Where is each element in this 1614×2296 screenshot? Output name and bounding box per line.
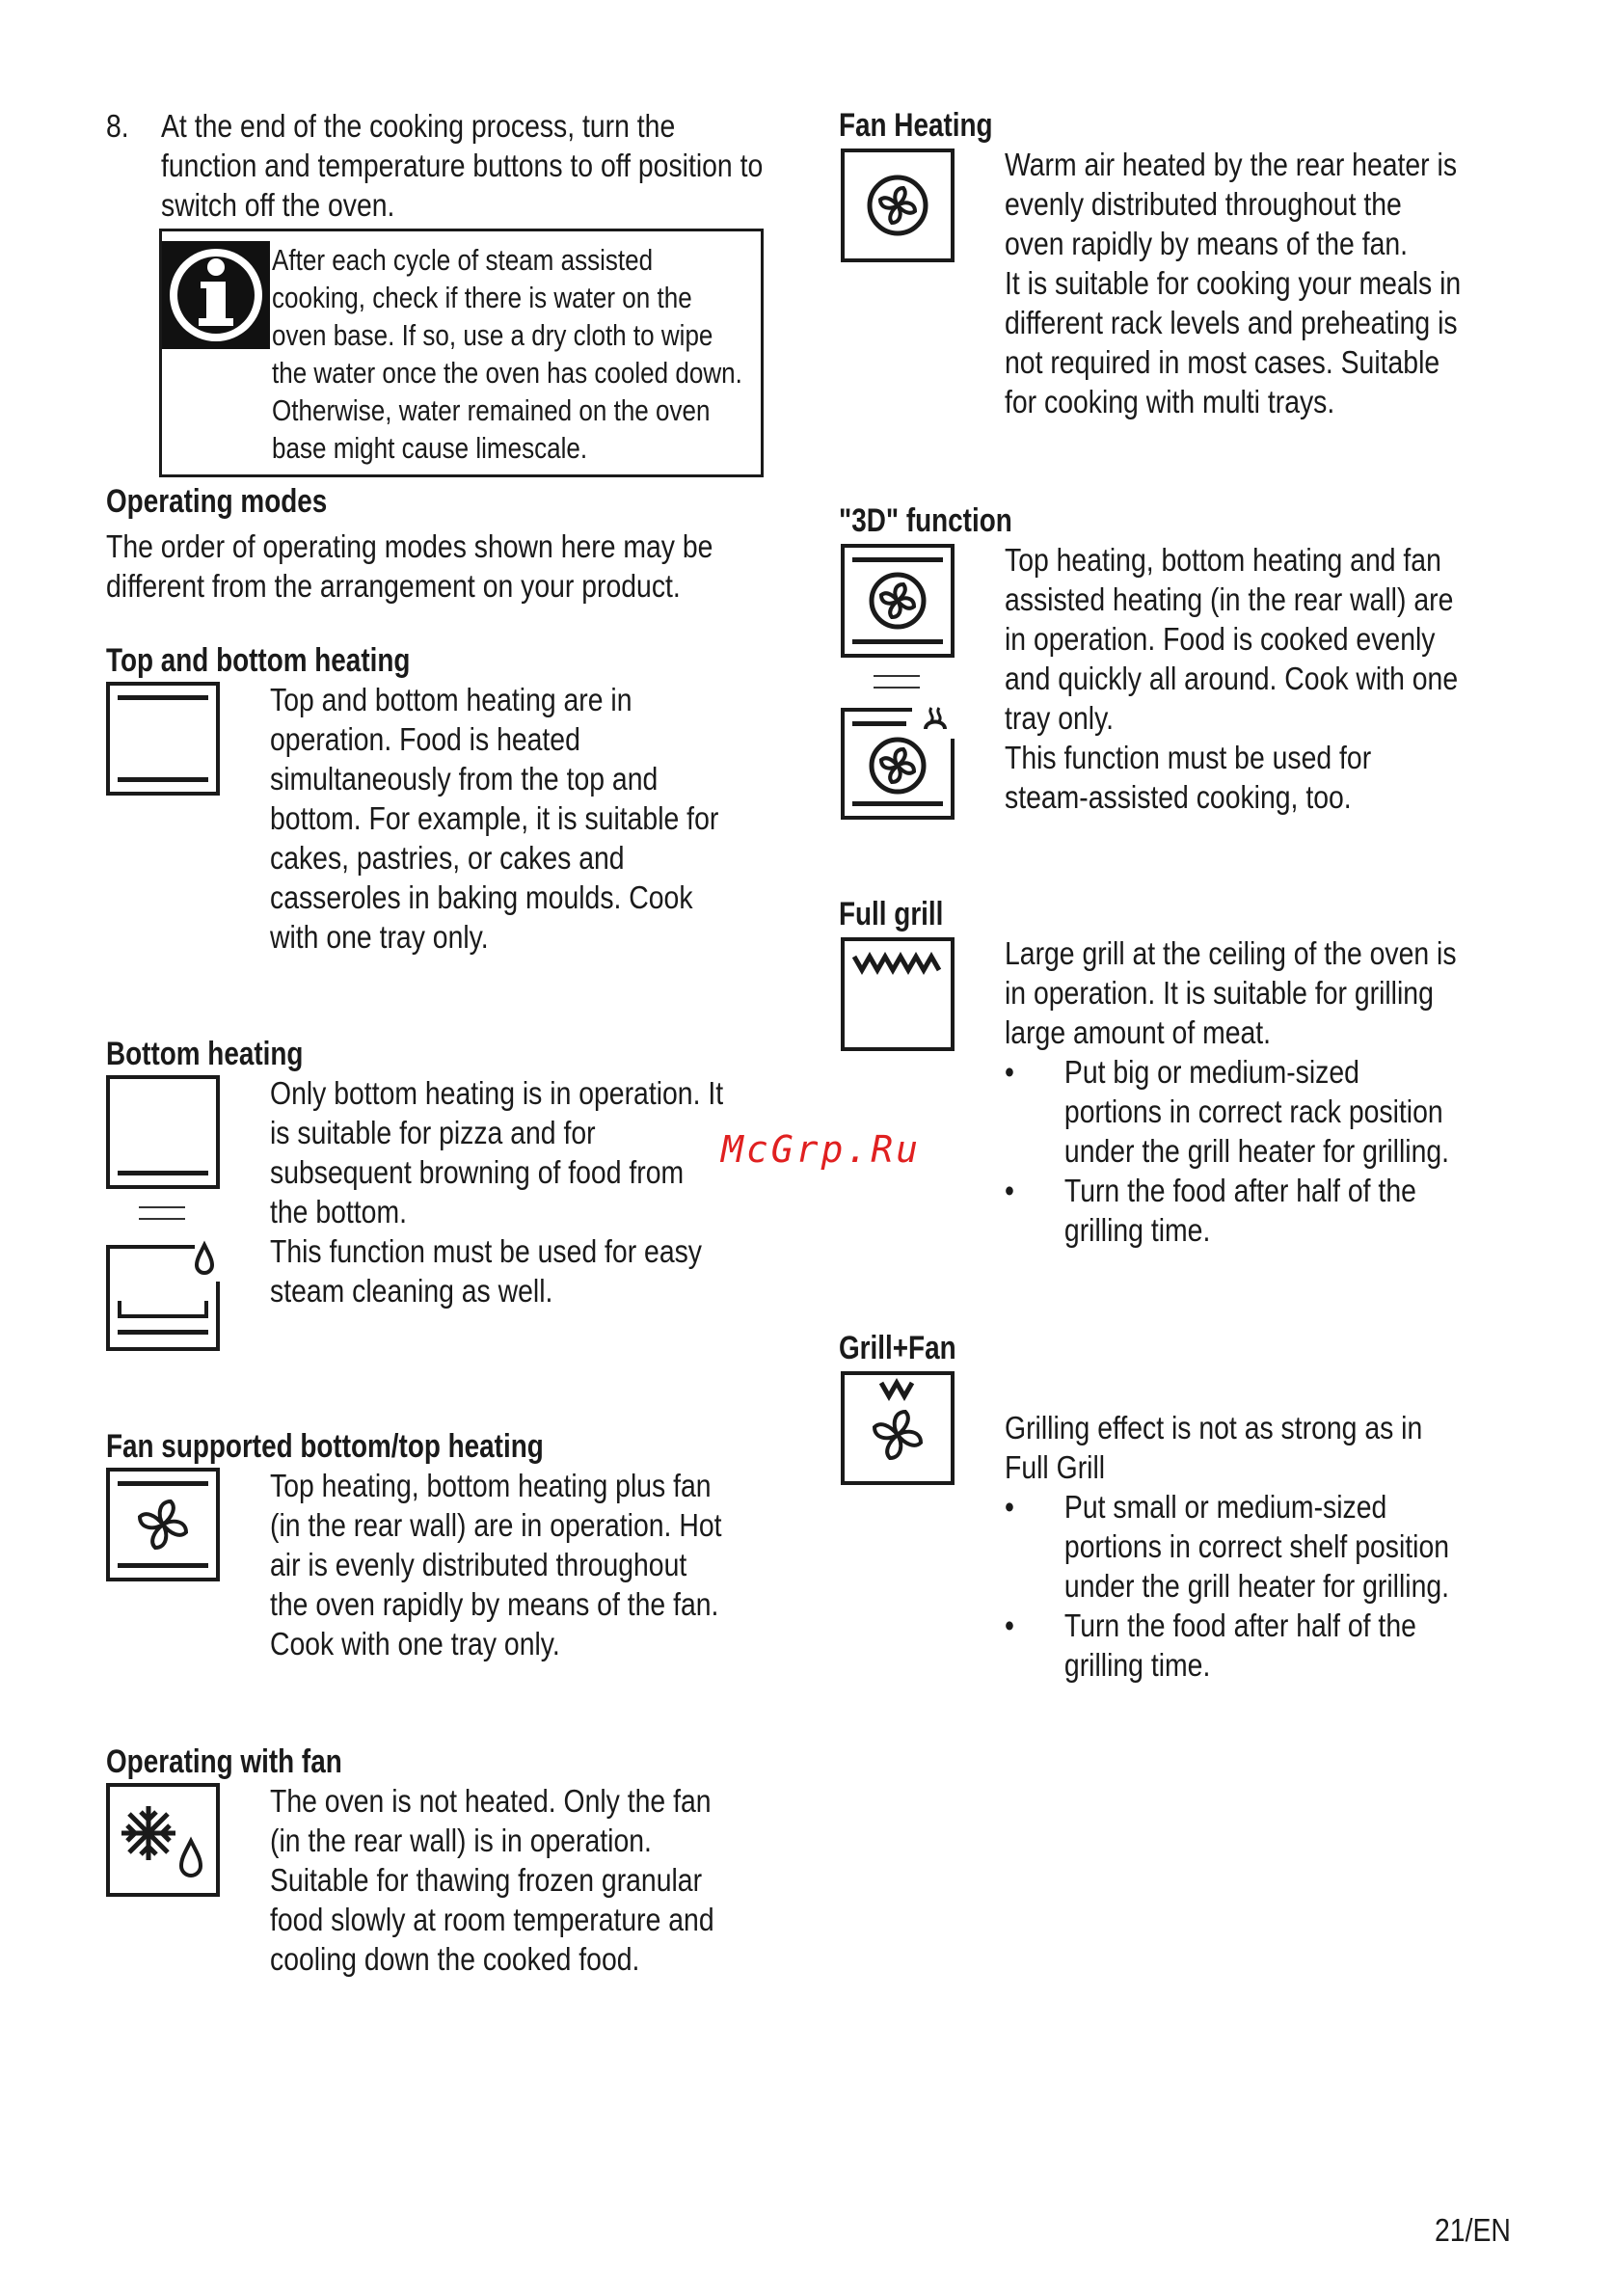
desc-line: with one tray only. bbox=[270, 919, 489, 955]
desc-line: This function must be used for easy bbox=[270, 1233, 703, 1269]
desc-line: tray only. bbox=[1005, 700, 1115, 736]
mode-full-grill bbox=[839, 895, 1457, 1248]
bullet-symbol: • bbox=[1005, 1173, 1014, 1208]
mode-title: Grill+Fan bbox=[839, 1330, 956, 1366]
info-line: oven base. If so, use a dry cloth to wipe bbox=[272, 318, 713, 352]
mode-fan-heating bbox=[839, 106, 1462, 419]
step-line: function and temperature buttons to off position to bbox=[161, 148, 764, 183]
desc-line: evenly distributed throughout the bbox=[1005, 186, 1402, 222]
step-text bbox=[161, 106, 763, 225]
desc-line: Cook with one tray only. bbox=[270, 1626, 560, 1661]
desc-line: cakes, pastries, or cakes and bbox=[270, 840, 625, 876]
bullet-line: Put big or medium-sized bbox=[1063, 1054, 1359, 1090]
page-number: 21/EN bbox=[1435, 2212, 1511, 2248]
mode-3d-function bbox=[839, 501, 1459, 815]
desc-line: in operation. Food is cooked evenly bbox=[1005, 621, 1436, 657]
mode-title: Fan Heating bbox=[839, 107, 993, 144]
bullet-text bbox=[1064, 1487, 1449, 1606]
mode-operating-with-fan bbox=[106, 1742, 714, 1977]
mode-description bbox=[1005, 145, 1461, 421]
fan-heating-icon bbox=[841, 149, 955, 262]
icon-separator bbox=[874, 675, 920, 689]
desc-line: It is suitable for cooking your meals in bbox=[1005, 265, 1462, 301]
desc-line: and quickly all around. Cook with one bbox=[1005, 661, 1459, 696]
info-line: cooking, check if there is water on the bbox=[272, 281, 692, 314]
mode-description bbox=[1005, 933, 1457, 1052]
bullet-line: under the grill heater for grilling. bbox=[1063, 1133, 1450, 1169]
desc-line: bottom. For example, it is suitable for bbox=[270, 800, 719, 836]
bullet-line: grilling time. bbox=[1063, 1212, 1211, 1248]
info-line: Otherwise, water remained on the oven bbox=[272, 393, 711, 427]
mode-title: "3D" function bbox=[839, 502, 1012, 539]
operating-modes-title: Operating modes bbox=[106, 483, 328, 520]
desc-line: in operation. It is suitable for grilling bbox=[1005, 975, 1434, 1011]
bullet-line: Turn the food after half of the bbox=[1063, 1607, 1416, 1643]
mode-description bbox=[270, 1781, 714, 1979]
desc-line: casseroles in baking moulds. Cook bbox=[270, 879, 693, 915]
desc-line: food slowly at room temperature and bbox=[270, 1902, 714, 1937]
bullet-symbol: • bbox=[1005, 1607, 1014, 1643]
step-line: switch off the oven. bbox=[161, 187, 395, 223]
mode-fan-top-bottom-heating bbox=[106, 1427, 722, 1661]
desc-line: Top heating, bottom heating plus fan bbox=[270, 1468, 712, 1503]
mode-description bbox=[270, 1466, 721, 1663]
desc-line: air is evenly distributed throughout bbox=[270, 1547, 687, 1582]
desc-line: different rack levels and preheating is bbox=[1005, 305, 1458, 340]
bullet-text bbox=[1064, 1606, 1416, 1685]
steam-cleaning-icon bbox=[106, 1237, 220, 1351]
mode-title: Operating with fan bbox=[106, 1743, 342, 1780]
desc-line: Top and bottom heating are in bbox=[270, 682, 632, 717]
mode-title: Fan supported bottom/top heating bbox=[106, 1428, 544, 1465]
bottom-heating-icon bbox=[106, 1075, 220, 1189]
mode-grill-fan bbox=[839, 1329, 1450, 1683]
step-line: At the end of the cooking process, turn the bbox=[161, 108, 676, 144]
bullet-line: grilling time. bbox=[1063, 1647, 1211, 1683]
desc-line: Warm air heated by the rear heater is bbox=[1005, 147, 1458, 182]
bullet-line: under the grill heater for grilling. bbox=[1063, 1568, 1450, 1604]
desc-line: cooling down the cooked food. bbox=[270, 1941, 640, 1977]
desc-line: the bottom. bbox=[270, 1194, 407, 1229]
desc-line: steam cleaning as well. bbox=[270, 1273, 553, 1309]
desc-line: assisted heating (in the rear wall) are bbox=[1005, 581, 1454, 617]
grill-fan-icon bbox=[841, 1371, 955, 1485]
mode-title: Bottom heating bbox=[106, 1036, 304, 1072]
watermark: McGrp.Ru bbox=[721, 1128, 922, 1171]
bullet-symbol: • bbox=[1005, 1054, 1014, 1090]
desc-line: Full Grill bbox=[1005, 1449, 1106, 1485]
desc-line: is suitable for pizza and for bbox=[270, 1115, 596, 1150]
mode-title: Top and bottom heating bbox=[106, 642, 411, 679]
desc-line: Large grill at the ceiling of the oven is bbox=[1005, 935, 1457, 971]
desc-line: Suitable for thawing frozen granular bbox=[270, 1862, 703, 1898]
bullet-text bbox=[1064, 1171, 1416, 1250]
mode-description bbox=[1005, 540, 1458, 817]
3d-steam-icon bbox=[841, 706, 955, 820]
info-line: the water once the oven has cooled down. bbox=[272, 356, 742, 390]
bullet-line: Put small or medium-sized bbox=[1063, 1489, 1387, 1525]
fan-top-bottom-heating-icon bbox=[106, 1468, 220, 1581]
operating-modes-intro bbox=[106, 527, 713, 606]
info-note-box bbox=[159, 229, 764, 477]
intro-line: The order of operating modes shown here may be bbox=[106, 528, 713, 564]
bullet-symbol: • bbox=[1005, 1489, 1014, 1525]
step-number: 8. bbox=[106, 108, 129, 144]
intro-line: different from the arrangement on your product. bbox=[106, 568, 681, 604]
desc-line: simultaneously from the top and bbox=[270, 761, 659, 797]
info-icon bbox=[162, 241, 270, 349]
mode-title: Full grill bbox=[839, 896, 944, 932]
bullet-line: portions in correct rack position bbox=[1063, 1094, 1443, 1129]
desc-line: Grilling effect is not as strong as in bbox=[1005, 1410, 1423, 1445]
3d-function-icon bbox=[841, 544, 955, 658]
desc-line: (in the rear wall) is in operation. bbox=[270, 1823, 652, 1858]
mode-bottom-heating bbox=[106, 1035, 724, 1309]
desc-line: steam-assisted cooking, too. bbox=[1005, 779, 1352, 815]
desc-line: operation. Food is heated bbox=[270, 721, 580, 757]
full-grill-icon bbox=[841, 937, 955, 1051]
operating-modes-section bbox=[106, 482, 812, 606]
bullet-line: Turn the food after half of the bbox=[1063, 1173, 1416, 1208]
desc-line: This function must be used for bbox=[1005, 740, 1372, 775]
desc-line: not required in most cases. Suitable bbox=[1005, 344, 1440, 380]
desc-line: subsequent browning of food from bbox=[270, 1154, 685, 1190]
bullet-text bbox=[1064, 1052, 1449, 1171]
desc-line: for cooking with multi trays. bbox=[1005, 384, 1335, 419]
desc-line: the oven rapidly by means of the fan. bbox=[270, 1586, 719, 1622]
desc-line: Only bottom heating is in operation. It bbox=[270, 1075, 724, 1111]
defrost-fan-icon bbox=[106, 1783, 220, 1897]
mode-description bbox=[270, 1073, 723, 1310]
info-line: base might cause limescale. bbox=[272, 431, 588, 465]
mode-description bbox=[270, 680, 718, 957]
bullet-line: portions in correct shelf position bbox=[1063, 1528, 1450, 1564]
mode-top-bottom-heating bbox=[106, 641, 719, 955]
top-bottom-heating-icon bbox=[106, 682, 220, 796]
desc-line: large amount of meat. bbox=[1005, 1014, 1272, 1050]
desc-line: (in the rear wall) are in operation. Hot bbox=[270, 1507, 722, 1543]
desc-line: oven rapidly by means of the fan. bbox=[1005, 226, 1409, 261]
info-note-text bbox=[272, 241, 742, 467]
icon-separator bbox=[139, 1206, 185, 1220]
desc-line: The oven is not heated. Only the fan bbox=[270, 1783, 712, 1819]
mode-description bbox=[1005, 1408, 1422, 1487]
desc-line: Top heating, bottom heating and fan bbox=[1005, 542, 1441, 578]
info-line: After each cycle of steam assisted bbox=[272, 243, 654, 277]
